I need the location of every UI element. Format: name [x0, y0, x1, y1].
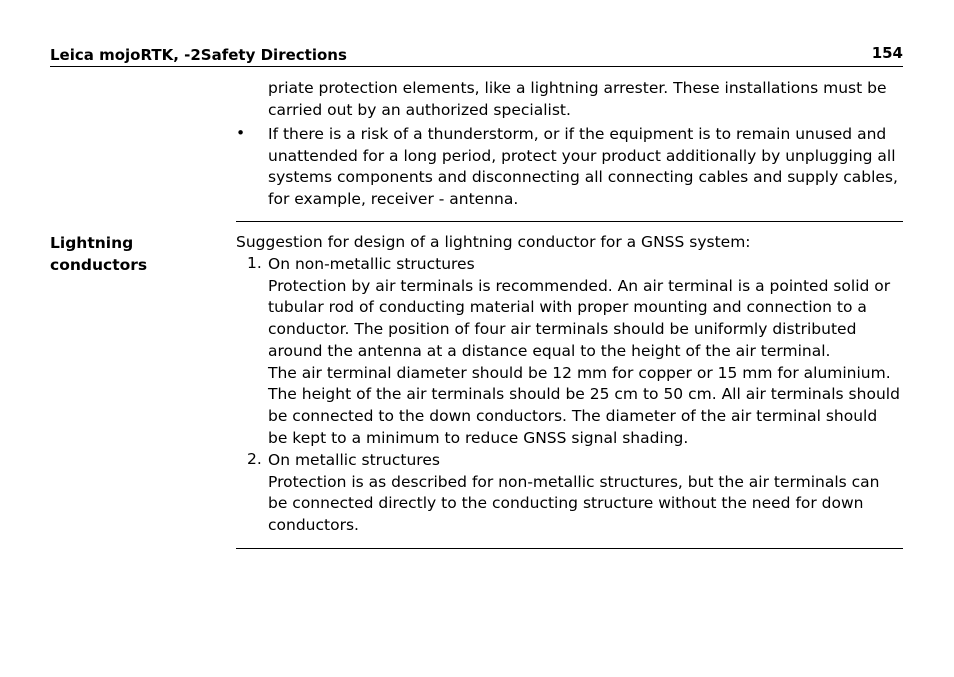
text-line: be connected directly to the conducting structure without the need for down — [268, 494, 864, 513]
text-line: tubular rod of conducting material with proper mounting and connection to a — [268, 298, 867, 317]
section-label-line: Lightning — [50, 234, 134, 252]
bullet-icon: • — [236, 124, 246, 142]
list-item-number: 1. — [247, 254, 262, 272]
text-line: conductor. The position of four air terminals should be uniformly distributed — [268, 320, 857, 339]
section-divider — [236, 221, 903, 222]
document-title: Leica mojoRTK, -2Safety Directions — [50, 46, 347, 64]
text-line: carried out by an authorized specialist. — [268, 100, 571, 119]
text-line: If there is a risk of a thunderstorm, or if the equipment is to remain unused and — [268, 125, 887, 143]
text-line: Protection by air terminals is recommended. An air terminal is a pointed solid or — [268, 276, 891, 295]
text-line: around the antenna at a distance equal to the height of the air terminal. — [268, 341, 831, 360]
text-line: conductors. — [268, 516, 359, 535]
section-label-line: conductors — [50, 256, 148, 274]
text-line: Protection is as described for non-metallic structures, but the air terminals can — [268, 472, 880, 491]
text-line: priate protection elements, like a lightning arrester. These installations must be — [268, 79, 887, 97]
list-item — [268, 450, 904, 537]
continuation-paragraph — [268, 78, 904, 121]
section-label — [50, 232, 220, 276]
text-line: The height of the air terminals should be 25 cm to 50 cm. All air terminals should — [268, 385, 900, 404]
page-header — [50, 44, 903, 67]
bullet-paragraph — [268, 124, 904, 211]
text-line: for example, receiver - antenna. — [268, 190, 519, 209]
text-line: The air terminal diameter should be 12 mm for copper or 15 mm for aluminium. — [268, 363, 891, 382]
list-item-number: 2. — [247, 450, 262, 468]
list-item-heading: On non-metallic structures — [268, 255, 475, 273]
text-line: systems components and disconnecting all connecting cables and supply cables, — [268, 168, 898, 187]
text-line: unattended for a long period, protect your product additionally by unplugging all — [268, 146, 896, 165]
list-item-heading: On metallic structures — [268, 451, 440, 469]
list-item — [268, 254, 904, 449]
text-line: be connected to the down conductors. The diameter of the air terminal should — [268, 406, 878, 425]
section-divider — [236, 548, 903, 549]
text-line: be kept to a minimum to reduce GNSS signal shading. — [268, 428, 689, 447]
page-number: 154 — [871, 44, 903, 62]
section-intro: Suggestion for design of a lightning conductor for a GNSS system: — [236, 233, 751, 251]
